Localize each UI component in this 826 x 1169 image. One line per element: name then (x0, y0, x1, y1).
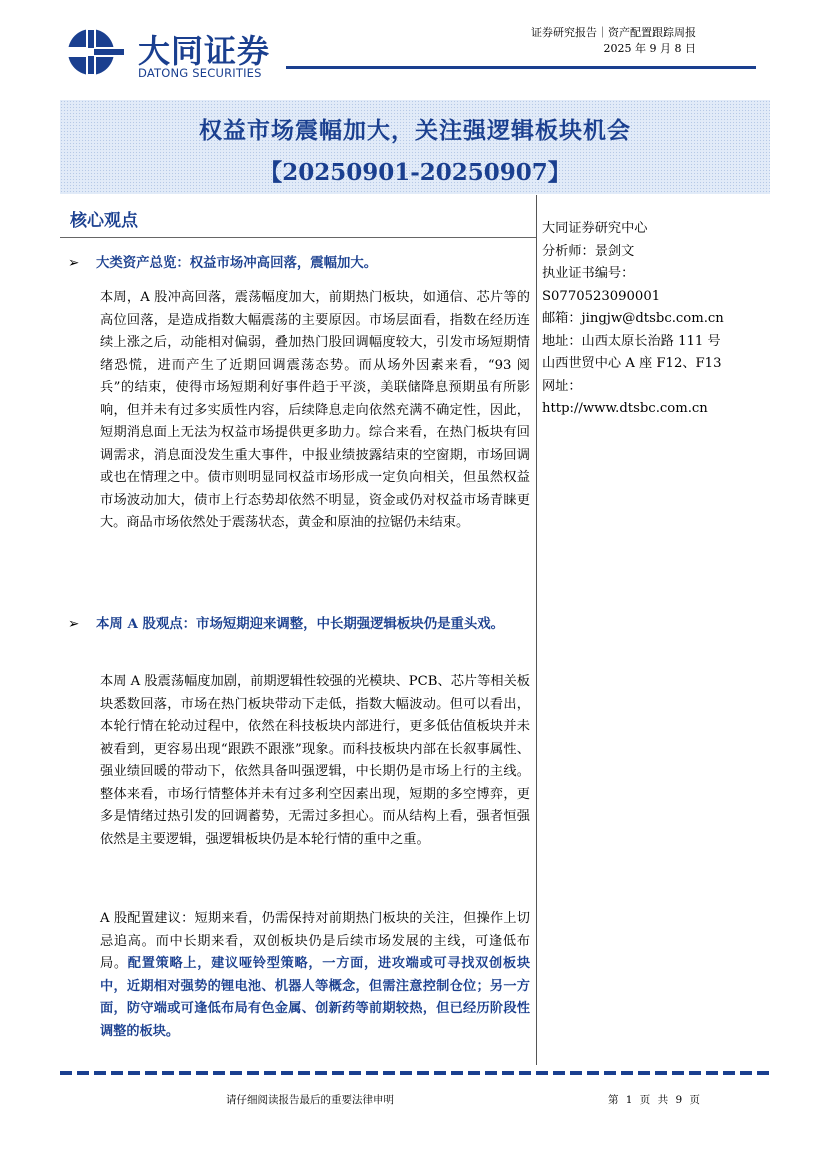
report-period: 【20250901-20250907】 (259, 159, 571, 186)
arrow-bullet-icon: ➢ (68, 617, 80, 632)
section-rule (60, 237, 536, 238)
license-number: S0770523090001 (542, 288, 661, 304)
brand-english-name: DATONG SECURITIES (138, 66, 262, 80)
advice-text: A 股配置建议：短期来看，仍需保持对前期热门板块的关注，但操作上切忌追高。而中长期来看，双创板块仍是后续市场发展的主线，可逢低布局。 (100, 911, 530, 971)
website-label: 网址： (542, 378, 582, 394)
analyst-info-sidebar (542, 218, 782, 421)
report-date: 2025 年 9 月 8 日 (603, 42, 696, 55)
bullet-text: 本周 A 股观点：市场短期迎来调整，中长期强逻辑板块仍是重头戏。 (96, 616, 505, 632)
bullet-a-share-view (68, 613, 530, 636)
section-title: 核心观点 (70, 211, 138, 231)
report-type: 证券研究报告｜资产配置跟踪周报 (531, 26, 696, 39)
header-rule (286, 66, 756, 69)
paragraph-a-share-view: 本周 A 股震荡幅度加剧，前期逻辑性较强的光模块、PCB、芯片等相关板块悉数回落，市场在热门板块带动下走低，指数大幅波动。但可以看出，本轮行情在轮动过程中，依然在科技板块内部进行，更多低估值板块并未被看到，更容易出现“跟跌不跟涨”现象。而科技板块内部在长叙事属性、强业绩回暖的带动下，依然具备叫强逻辑，中长期仍是市场上行的主线。整体来看，市场行情整体并未有过多利空因素出现，短期的多空博弈，更多是情绪过热引发的回调蓄势，无需过多担心。而从结构上看，强者恒强依然是主要逻辑，强逻辑板块仍是本轮行情的重中之重。 (100, 674, 530, 847)
brand-name: 大同证券 (138, 32, 271, 70)
address-line-2: 山西世贸中心 A 座 F12、F13 (542, 356, 722, 371)
research-center: 大同证券研究中心 (542, 221, 648, 236)
email-line: 邮箱：jingjw@dtsbc.com.cn (542, 311, 724, 326)
footer-rule (60, 1071, 770, 1075)
advice-strategy-text: 配置策略上，建议哑铃型策略，一方面，进攻端或可寻找双创板块中，近期相对强势的锂电池、机器人等概念，但需注意控制仓位；另一方面，防守端或可逢低布局有色金属、创新药等前期较热，但已经历阶段性调整的板块。 (100, 956, 531, 1039)
bullet-text: 大类资产总览：权益市场冲高回落，震幅加大。 (96, 255, 378, 271)
address-line-1: 地址：山西太原长治路 111 号 (542, 333, 721, 349)
datong-logo-icon (64, 24, 126, 80)
legal-disclaimer-note: 请仔细阅读报告最后的重要法律申明 (226, 1094, 394, 1106)
report-title: 权益市场震幅加大，关注强逻辑板块机会 (199, 117, 631, 144)
arrow-bullet-icon: ➢ (68, 256, 80, 271)
license-label: 执业证书编号： (542, 266, 635, 281)
paragraph-allocation-advice (100, 908, 530, 1043)
page-number: 第 1 页 共 9 页 (607, 1094, 700, 1106)
bullet-asset-overview (68, 252, 530, 275)
website-url: http://www.dtsbc.com.cn (542, 401, 708, 416)
analyst-name: 分析师：景剑文 (542, 243, 635, 259)
paragraph-asset-overview: 本周，A 股冲高回落，震荡幅度加大，前期热门板块，如通信、芯片等的高位回落，是造成指数大幅震荡的主要原因。市场层面看，指数在经历连续上涨之后，动能相对偏弱，叠加热门股回调幅度较大，引发市场短期情绪恐慌，进而产生了近期回调震荡态势。而从场外因素来看，“93 阅兵”的结束，使得市场短期利好事件趋于平淡，美联储降息预期虽有所影响，但并未有过多实质性内容，后续降息走向依然充满不确定性，因此，短期消息面上无法为权益市场提供更多助力。综合来看，在热门板块有回调需求，消息面没发生重大事件，中报业绩披露结束的空窗期，市场回调或也在情理之中。债市则明显同权益市场形成一定负向相关，但虽然权益市场波动加大，债市上行态势却依然不明显，资金或仍对权益市场青睐更大。商品市场依然处于震荡状态，黄金和原油的拉锯仍未结束。 (100, 290, 530, 530)
column-divider (536, 195, 537, 1065)
